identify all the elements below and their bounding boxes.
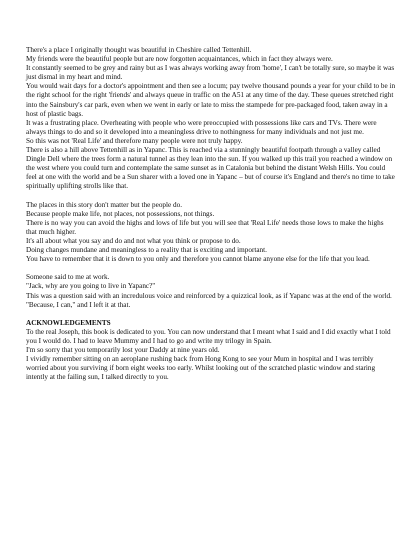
paragraph: Someone said to me at work. (26, 273, 110, 282)
paragraph: I vividly remember sitting on an aeroplane rushing back from Hong Kong to see your Mum in hospital and I was terribly worried about you surviving if born eight weeks too early. Whilst looking out of the scratched plastic window and staring intently at the failing sun, I talked directly to you. (26, 355, 376, 382)
paragraph: My friends were the beautiful people but are now forgotten acquaintances, which in fact they always were. (26, 55, 333, 64)
acknowledgements-section (26, 319, 396, 383)
paragraph: There's a place I originally thought was beautiful in Cheshire called Tettenhill. (26, 46, 252, 54)
paragraph: You have to remember that it is down to you only and therefore you cannot blame anyone else for the life that you lead. (26, 255, 370, 264)
paragraph: This was a question said with an incredulous voice and reinforced by a quizzical look, as if Yapanc was at the end of the world. (26, 291, 392, 300)
paragraph-gap (26, 264, 396, 273)
dialogue-section (26, 273, 396, 309)
paragraph-gap (26, 192, 396, 201)
paragraph: There is also a hill above Tettenhill as in Yapanc. This is reached via a stunningly beautiful footpath through a valley called Dingle Dell where the trees form a natural tunnel as they lean into the sun. If you walked up this trail you reached a window on the west where you could turn and contemplate the same sunset as in Catalonia but behind the distant Welsh Hills. You could feel at one with the world and be a Sun sharer with a loved one in Yapanc – but of course it's England and there's no time to take spiritually uplifting strolls like that. (26, 146, 395, 191)
acknowledgements-heading: ACKNOWLEDGEMENTS (26, 318, 111, 327)
paragraph: To the real Joseph, this book is dedicated to you. You can now understand that I meant what I said and I did exactly what I told you I would do. I had to leave Mummy and I had to go and write my trilogy in Spain. (26, 327, 391, 345)
reflection-section (26, 201, 396, 265)
paragraph: "Because, I can," and I left it at that. (26, 300, 131, 309)
paragraph: Because people make life, not places, not possessions, not things. (26, 209, 215, 218)
paragraph: Doing changes mundane and meaningless to a reality that is exciting and important. (26, 246, 267, 255)
paragraph: "Jack, why are you going to live in Yapanc?" (26, 282, 156, 291)
paragraph: It constantly seemed to be grey and rainy but as I was always working away from 'home', I can't be totally sure, so maybe it was just dismal in my heart and mind. (26, 64, 395, 82)
paragraph: There is no way you can avoid the highs and lows of life but you will see that 'Real Life' needs those lows to make the highs that much higher. (26, 218, 384, 236)
document-page (26, 46, 396, 382)
paragraph: It was a frustrating place. Overheating with people who were preoccupied with possessions like cars and TVs. There were always things to do and so it developed into a meaningless drive to nothingness for many individuals and not just me. (26, 118, 377, 136)
paragraph: I'm so sorry that you temporarily lost your Daddy at nine years old. (26, 346, 220, 355)
paragraph: The places in this story don't matter but the people do. (26, 200, 182, 209)
paragraph-gap (26, 310, 396, 319)
paragraph: It's all about what you say and do and not what you think or propose to do. (26, 236, 241, 245)
intro-section (26, 46, 396, 192)
paragraph: You would wait days for a doctor's appointment and then see a locum; pay twelve thousand pounds a year for your child to be in the right school for the right 'friends' and always queue in traffic on the A51 at any time of the day. These queues stretched right into the Sainsbury's car park, even when we went in early or late to miss the stampede for pre-packaged food, taken away in a host of plastic bags. (26, 82, 396, 118)
paragraph: So this was not 'Real Life' and therefore many people were not truly happy. (26, 136, 243, 145)
